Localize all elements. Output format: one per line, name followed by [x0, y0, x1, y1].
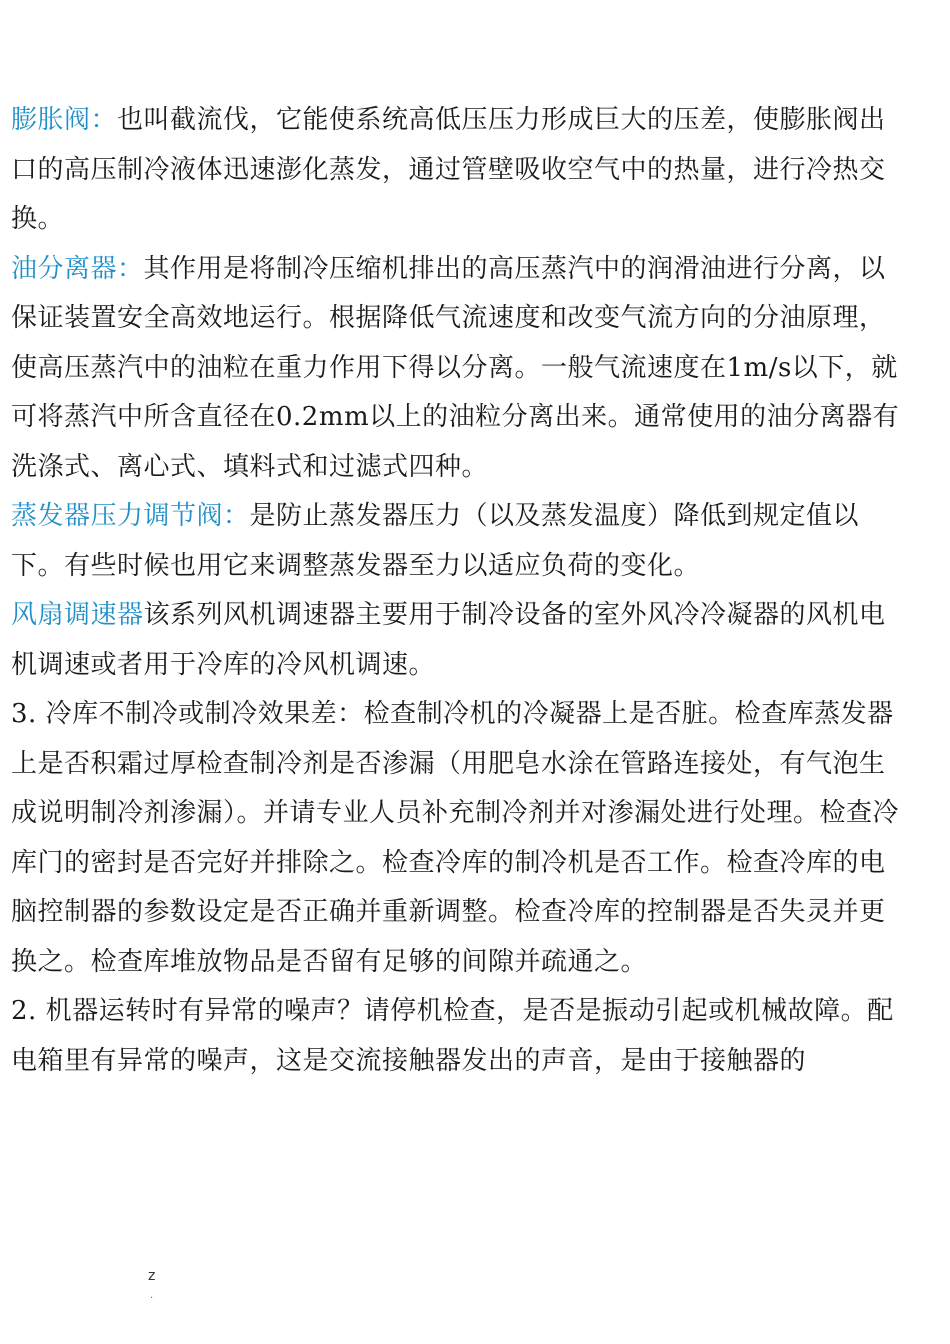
- paragraph-evaporator-pressure-valve: [11, 492, 911, 591]
- paragraph-text: 是防止蒸发器压力（以及蒸发温度）降低到规定值以下。有些时候也用它来调整蒸发器至力以适应负荷的变化。: [11, 501, 860, 581]
- paragraph-text: 该系列风机调速器主要用于制冷设备的室外风冷冷凝器的风机电机调速或者用于冷库的冷风机调速。: [11, 600, 886, 680]
- paragraph-fan-speed-controller: [11, 591, 911, 690]
- document-body: [11, 96, 911, 1086]
- paragraph-abnormal-noise: [11, 987, 911, 1086]
- footer-mark: z: [148, 1268, 156, 1284]
- term-oil-separator: 油分离器：: [11, 253, 144, 284]
- paragraph-text: 其作用是将制冷压缩机排出的高压蒸汽中的润滑油进行分离，以保证装置安全高效地运行。根据降低气流速度和改变气流方向的分油原理，使高压蒸汽中的油粒在重力作用下得以分离。一般气流速度在1m/s以下，就可将蒸汽中所含直径在0.2mm以上的油粒分离出来。通常使用的油分离器有洗涤式、离心式、填料式和过滤式四种。: [11, 253, 900, 482]
- paragraph-text: 2. 机器运转时有异常的噪声？请停机检查，是否是振动引起或机械故障。配电箱里有异常的噪声，这是交流接触器发出的声音，是由于接触器的: [11, 996, 894, 1076]
- footer-dot: .: [150, 1290, 154, 1301]
- paragraph-text: 3. 冷库不制冷或制冷效果差：检查制冷机的冷凝器上是否脏。检查库蒸发器上是否积霜过厚检查制冷剂是否渗漏（用肥皂水涂在管路连接处，有气泡生成说明制冷剂渗漏）。并请专业人员补充制冷剂并对渗漏处进行处理。检查冷库门的密封是否完好并排除之。检查冷库的制冷机是否工作。检查冷库的电脑控制器的参数设定是否正确并重新调整。检查冷库的控制器是否失灵并更换之。检查库堆放物品是否留有足够的间隙并疏通之。: [11, 699, 900, 977]
- term-evaporator-pressure-valve: 蒸发器压力调节阀：: [11, 501, 250, 531]
- paragraph-expansion-valve: [11, 96, 911, 245]
- paragraph-no-cooling: [11, 690, 911, 987]
- term-expansion-valve: 膨胀阀：: [11, 105, 118, 135]
- term-fan-speed-controller: 风扇调速器: [11, 600, 144, 630]
- paragraph-oil-separator: [11, 245, 911, 493]
- paragraph-text: 也叫截流伐，它能使系统高低压压力形成巨大的压差，使膨胀阀出口的高压制冷液体迅速澎化蒸发，通过管壁吸收空气中的热量，进行冷热交换。: [11, 105, 886, 234]
